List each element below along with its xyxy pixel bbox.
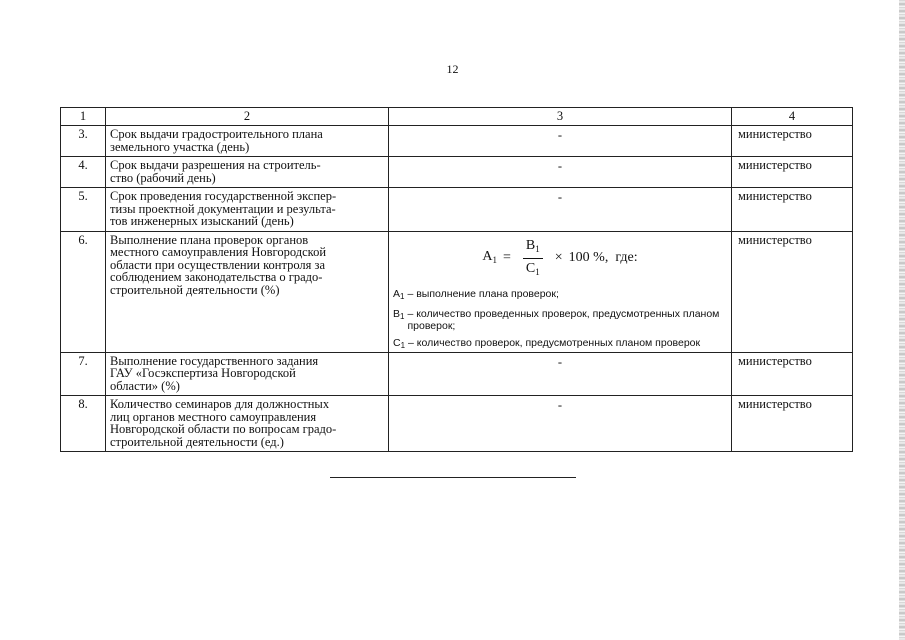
- table-header-row: [61, 108, 853, 126]
- row-number: 5.: [61, 188, 106, 232]
- formula-lhs: $A_1$: [482, 248, 497, 265]
- indicator-line: Срок выдачи градостроительного плана: [110, 127, 323, 141]
- value-dash: -: [557, 190, 563, 204]
- indicator-value: [389, 396, 732, 452]
- row-number: 3.: [61, 126, 106, 157]
- calculation-formula-cell: [389, 231, 732, 352]
- indicator-value: [389, 352, 732, 396]
- calculation-formula: [393, 238, 727, 280]
- column-header: 2: [106, 108, 389, 126]
- formula-denominator: $C_1$: [525, 260, 540, 277]
- legend-item: [393, 288, 727, 303]
- row-number: 4.: [61, 157, 106, 188]
- indicator-line: лиц органов местного самоуправления: [110, 409, 317, 424]
- indicator-line: области» (%): [110, 378, 180, 393]
- legend-item: [393, 308, 727, 332]
- indicator-name: [106, 188, 389, 232]
- responsible-body: министерство: [732, 231, 853, 352]
- table-row: [61, 352, 853, 396]
- legend-text: – количество проверок, предусмотренных планом проверок: [408, 336, 701, 349]
- indicator-line: земельного участка (день): [110, 139, 250, 154]
- indicator-line: ство (рабочий день): [110, 170, 216, 185]
- scan-edge: [899, 0, 905, 640]
- legend-item: [393, 337, 727, 352]
- indicator-line: местного самоуправления Новгородской: [110, 245, 327, 259]
- indicator-line: тизы проектной документации и результа-: [110, 201, 336, 216]
- indicator-line: тов инженерных изысканий (день): [110, 214, 294, 228]
- formula-equals: =: [503, 250, 511, 266]
- indicator-line: Новгородской области по вопросам градо-: [110, 422, 337, 436]
- indicator-line: ГАУ «Госэкспертиза Новгородской: [110, 366, 296, 380]
- end-separator-line: [330, 477, 576, 478]
- formula-times: ×: [554, 250, 563, 266]
- indicator-value: [389, 188, 732, 232]
- responsible-body: министерство: [732, 352, 853, 396]
- row-number: 8.: [61, 396, 106, 452]
- formula-fraction: [523, 238, 543, 280]
- legend-symbol: $C_1$: [393, 336, 406, 350]
- indicator-line: строительной деятельности (%): [110, 282, 280, 297]
- table-row: [61, 396, 853, 452]
- responsible-body: министерство: [732, 157, 853, 188]
- indicator-line: Срок выдачи разрешения на строитель-: [110, 158, 321, 172]
- indicator-name: [106, 126, 389, 157]
- value-dash: -: [557, 159, 563, 173]
- indicator-line: Количество семинаров для должностных: [110, 397, 330, 411]
- indicator-line: строительной деятельности (ед.): [110, 434, 284, 449]
- column-header: 3: [389, 108, 732, 126]
- formula-factor: 100 %,: [568, 250, 609, 266]
- indicator-name: [106, 396, 389, 452]
- legend-symbol: $B_1$: [393, 307, 405, 321]
- table-row: [61, 231, 853, 352]
- indicator-value: [389, 126, 732, 157]
- indicator-line: соблюдением законодательства о градо-: [110, 270, 323, 284]
- indicator-line: области при осуществлении контроля за: [110, 257, 325, 272]
- indicator-line: Выполнение плана проверок органов: [110, 232, 309, 247]
- value-dash: -: [557, 398, 563, 412]
- indicator-name: [106, 231, 389, 352]
- indicator-line: Выполнение государственного задания: [110, 353, 319, 368]
- formula-numerator: $B_1$: [523, 238, 543, 259]
- indicator-value: [389, 157, 732, 188]
- formula-legend: [393, 288, 727, 352]
- value-dash: -: [557, 128, 563, 142]
- responsible-body: министерство: [732, 126, 853, 157]
- row-number: 7.: [61, 352, 106, 396]
- indicator-line: Срок проведения государственной экспер-: [110, 189, 337, 203]
- legend-text: – выполнение плана проверок;: [407, 287, 559, 300]
- indicator-name: [106, 352, 389, 396]
- table-row: [61, 126, 853, 157]
- responsible-body: министерство: [732, 188, 853, 232]
- column-header: 1: [61, 108, 106, 126]
- legend-text: – количество проведенных проверок, предусмотренных планом проверок;: [407, 307, 720, 332]
- table-row: [61, 188, 853, 232]
- column-header: 4: [732, 108, 853, 126]
- row-number: 6.: [61, 231, 106, 352]
- value-dash: -: [557, 354, 563, 369]
- legend-symbol: $A_1$: [393, 287, 405, 301]
- responsible-body: министерство: [732, 396, 853, 452]
- table-row: [61, 157, 853, 188]
- page-number: 12: [446, 62, 459, 76]
- indicators-table: [60, 107, 853, 452]
- indicator-name: [106, 157, 389, 188]
- formula-where: где:: [615, 250, 638, 266]
